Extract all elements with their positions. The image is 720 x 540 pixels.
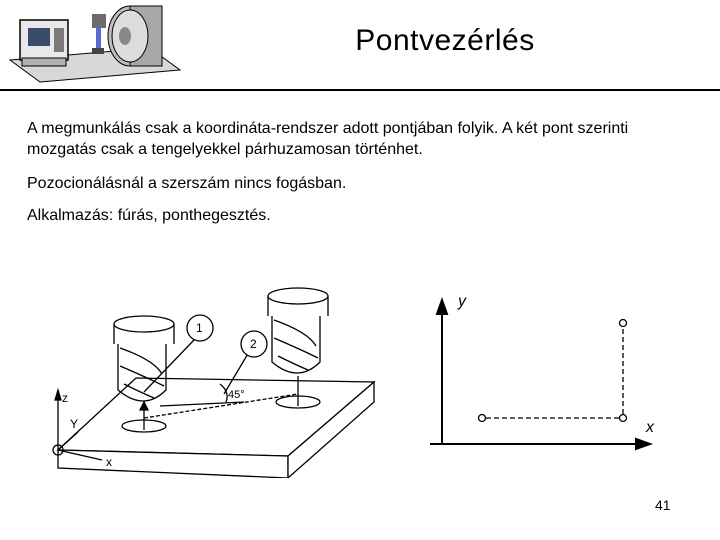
axis-x-label: x [646, 419, 654, 436]
paragraph-description: A megmunkálás csak a koordináta-rendszer adott pontjában folyik. A két pont szerinti mozgatás csak a tengelyekkel párhuzamosan történhet. [27, 120, 629, 158]
callout-2-label: 2 [250, 337, 257, 351]
paragraph-application: Alkalmazás: fúrás, ponthegesztés. [27, 207, 271, 224]
point-to-point-diagram [420, 286, 670, 456]
corner-point [620, 415, 627, 422]
axis-z-label: z [62, 391, 68, 405]
start-point [479, 415, 486, 422]
end-point [620, 320, 627, 327]
title-divider [0, 89, 720, 91]
page-number: 41 [655, 497, 671, 513]
axis-y-label: y [458, 293, 466, 310]
drilling-illustration [44, 282, 384, 478]
angle-label: 45° [228, 389, 245, 401]
slide-title: Pontvezérlés [355, 24, 535, 57]
axis-x-label: x [106, 455, 112, 469]
axis-y-label: Y [70, 417, 79, 431]
cnc-machine-logo [0, 0, 186, 88]
paragraph-positioning: Pozocionálásnál a szerszám nincs fogásban. [27, 175, 347, 192]
callout-1-label: 1 [196, 321, 203, 335]
